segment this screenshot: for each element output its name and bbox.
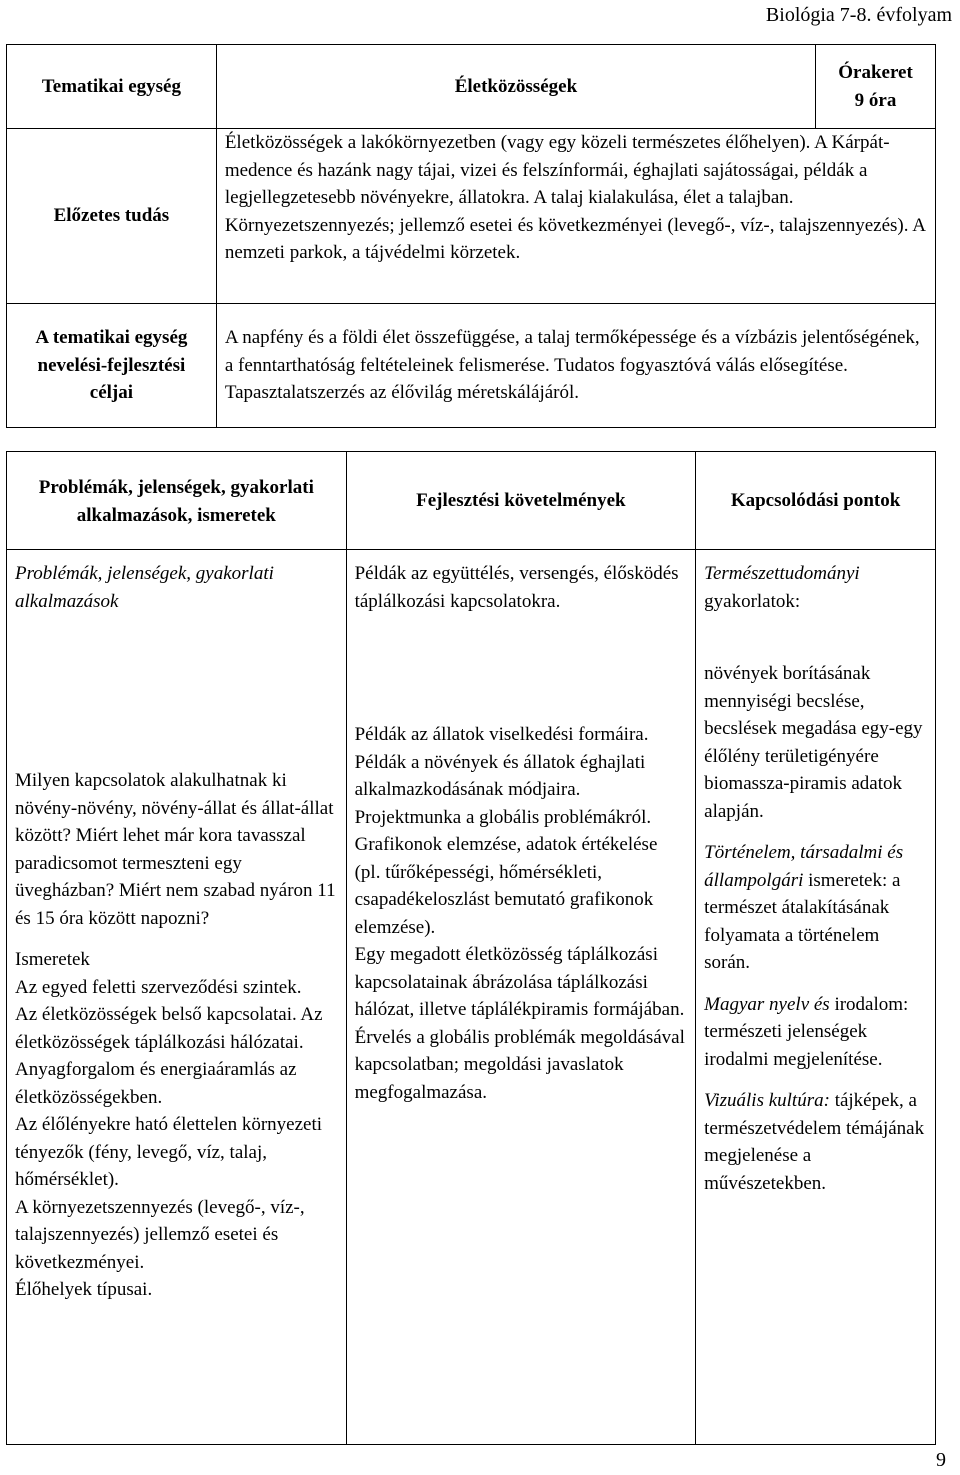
problems-questions: Milyen kapcsolatok alakulhatnak ki növény-növény, növény-állat és állat-állat között? Miért lehet már kora tavasszal paradicsomot termeszteni egy üvegházban? Miért nem szabad nyáron 11 és 15 óra között napozni? (15, 770, 336, 929)
problems-cell (7, 550, 347, 1445)
goals-text: A napfény és a földi élet összefüggése, a talaj termőképessége és a vízbázis jelentőségének, a fenntarthatóság feltételeinek felismerése. Tudatos fogyasztóvá válás elősegítése. Tapasztalatszerzés az élővilág méretskálájáról. (216, 304, 935, 428)
hist-text: ismeretek: a természet átalakításának folyamata a történelem során. (704, 869, 901, 973)
knowledge-line: A környezetszennyezés (levegő-, víz-, talajszennyezés) jellemző esetei és következményei. (15, 1196, 305, 1273)
vis-label: Vizuális kultúra: (704, 1090, 830, 1111)
knowledge-line: Az egyed feletti szerveződési szintek. (15, 976, 302, 998)
sci-rest: gyakorlatok: (704, 590, 801, 612)
lit-label: Magyar nyelv és (704, 993, 830, 1015)
sci-text: növények borításának mennyiségi becslése, becslések megadása egy-egy élőlény területigényére biomassza-piramis adatok alapján. (704, 663, 923, 822)
sci-label: Természettudományi (704, 563, 860, 584)
requirements-cell (346, 550, 696, 1445)
requirement-line: Példák az állatok viselkedési formáira. (354, 724, 649, 745)
hist-label: Történelem, társadalmi és állampolgári (704, 842, 904, 891)
page-number: 9 (936, 1449, 946, 1471)
problems-subhead: Problémák, jelenségek, gyakorlati alkalmazások (15, 563, 274, 612)
prior-text: Életközösségek a lakókörnyezetben (vagy egy közeli természetes élőhelyen). A Kárpát-medence és hazánk nagy tájai, vizei és felszínformái, éghajlati sajátosságai, példák a legjellegzetesebb növényekre, állatokra. A talaj kialakulása, élet a talajban. Környezetszennyezés; jellemző esetei és következményei (levegő-, víz-, talajszennyezés). A nemzeti parkok, a tájvédelmi körzetek. (216, 129, 935, 304)
hours-cell (816, 45, 936, 129)
header-problems: Problémák, jelenségek, gyakorlati alkalmazások, ismeretek (7, 452, 347, 550)
requirement-line: Érvelés a globális problémák megoldásával kapcsolatban; megoldási javaslatok megfogalmazása. (354, 1026, 685, 1103)
requirement-line: Példák a növények és állatok éghajlati alkalmazkodásának módjaira. (354, 751, 646, 800)
requirements-intro: Példák az együttélés, versengés, élősködés táplálkozási kapcsolatokra. (354, 563, 679, 612)
thematic-title: Életközösségek (216, 45, 815, 129)
knowledge-label: Ismeretek (15, 949, 90, 970)
hours-label: Órakeret (838, 62, 913, 83)
header-connections: Kapcsolódási pontok (696, 452, 936, 550)
knowledge-line: Az életközösségek belső kapcsolatai. Az életközösségek táplálkozási hálózatai. (15, 1004, 323, 1053)
thematic-label: Tematikai egység (7, 45, 217, 129)
knowledge-line: Anyagforgalom és energiaáramlás az életközösségekben. (15, 1059, 297, 1108)
vis-text: tájképek, a természetvédelem témájának megjelenése a művészetekben. (704, 1090, 925, 1194)
knowledge-line: Az élőlényekre ható élettelen környezeti tényezők (fény, levegő, víz, talaj, hőmérséklet). (15, 1114, 323, 1190)
content-table (6, 451, 936, 1445)
prior-label: Előzetes tudás (7, 129, 217, 304)
lit-text: irodalom: természeti jelenségek irodalmi megjelenítése. (704, 993, 909, 1070)
connections-cell (696, 550, 936, 1445)
document-header: Biológia 7-8. évfolyam (765, 4, 952, 26)
goals-label: A tematikai egység nevelési-fejlesztési céljai (7, 304, 217, 428)
unit-table (6, 44, 936, 428)
requirement-line: Projektmunka a globális problémákról. (354, 806, 652, 828)
requirement-line: Egy megadott életközösség táplálkozási kapcsolatainak ábrázolása táplálkozási hálózat, illetve táplálékpiramis formájában. (354, 944, 685, 1020)
hours-value: 9 óra (854, 89, 897, 111)
header-requirements: Fejlesztési követelmények (346, 452, 696, 550)
requirement-line: Grafikonok elemzése, adatok értékelése (pl. tűrőképességi, hőmérsékleti, csapadékeloszlást bemutató grafikonok elemzése). (354, 834, 658, 938)
knowledge-line: Élőhelyek típusai. (15, 1279, 153, 1300)
